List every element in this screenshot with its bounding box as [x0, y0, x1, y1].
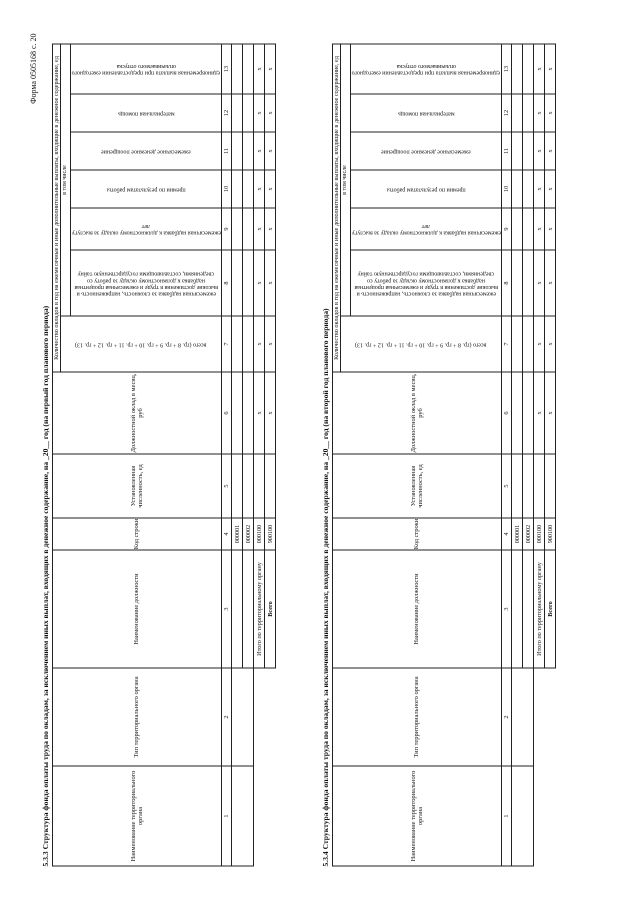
value-cell: x: [534, 132, 545, 170]
column-number: 11: [502, 132, 512, 170]
value-cell[interactable]: [243, 44, 254, 94]
headcount-cell[interactable]: [232, 454, 243, 518]
total-cell[interactable]: [243, 316, 254, 372]
value-cell[interactable]: [232, 44, 243, 94]
column-number: 2: [222, 668, 232, 766]
column-number: 12: [502, 94, 512, 132]
col-header-headcount: Установленная численность, ед: [333, 454, 502, 518]
value-cell: x: [545, 44, 556, 94]
value-cell[interactable]: [243, 94, 254, 132]
section-5-3-3: [39, 44, 276, 866]
value-cell: x: [254, 132, 265, 170]
section-title: 5.3.3 Структура фонда оплаты труда по окладам, за исключением иных выплат, входящих в денежное содержание, на _20__ год (на первый год планового периода): [41, 305, 50, 866]
total-cell: x: [265, 316, 276, 372]
blank-cell: [254, 668, 265, 766]
column-number: 13: [502, 44, 512, 94]
col-header-total: всего (гр. 8 + гр. 9 + гр. 10 + гр. 11 + гр. 12 + гр. 13): [341, 316, 502, 372]
col-header-position-name: Наименование должности: [53, 550, 222, 668]
value-cell: x: [265, 170, 276, 208]
salary-cell: x: [254, 372, 265, 454]
headcount-cell[interactable]: [512, 454, 523, 518]
value-cell[interactable]: [512, 132, 523, 170]
column-number: 9: [222, 208, 232, 250]
row-code-cell: 900100: [545, 518, 556, 550]
col-header-territorial-body-type: Тип территориального органа: [53, 668, 222, 766]
grand-total-row: [545, 44, 556, 866]
fot-table: [52, 43, 276, 866]
headcount-cell[interactable]: [545, 454, 556, 518]
col-header-including: в том числе: [341, 44, 351, 316]
value-cell[interactable]: [523, 170, 534, 208]
column-number: 13: [222, 44, 232, 94]
value-cell: x: [265, 94, 276, 132]
column-number: 1: [222, 766, 232, 866]
table-row: [512, 44, 523, 866]
value-cell: x: [545, 94, 556, 132]
blank-cell: [545, 668, 556, 766]
col-header-monthly-salary: Должностной оклад в месяц, руб: [333, 372, 502, 454]
col-header-territorial-body-type: Тип территориального органа: [333, 668, 502, 766]
value-cell[interactable]: [523, 44, 534, 94]
row-code-cell: 000100: [534, 518, 545, 550]
column-number: 8: [222, 250, 232, 316]
blank-cell: [545, 766, 556, 866]
value-cell: x: [545, 170, 556, 208]
column-number: 10: [222, 170, 232, 208]
column-number: 12: [222, 94, 232, 132]
col-header-vacation-payment: единовременная выплата при предоставлении ежегодного оплачиваемого отпуска: [71, 44, 222, 94]
position-name-cell[interactable]: [232, 550, 243, 668]
salary-cell[interactable]: [243, 372, 254, 454]
total-cell: x: [545, 316, 556, 372]
column-number: 5: [222, 454, 232, 518]
row-code-cell: 000100: [254, 518, 265, 550]
rotated-page: [25, 25, 615, 880]
col-header-bonus: премии по результатам работы: [351, 170, 502, 208]
value-cell[interactable]: [232, 94, 243, 132]
row-code-cell: 000001: [512, 518, 523, 550]
value-cell[interactable]: [243, 170, 254, 208]
grand-total-label: Всего: [265, 550, 276, 668]
col-header-territorial-body-name: Наименование территориального органа: [53, 766, 222, 866]
blank-cell: [265, 668, 276, 766]
value-cell: x: [534, 44, 545, 94]
col-header-material-aid: материальная помощь: [71, 94, 222, 132]
subtotal-row: [254, 44, 265, 866]
value-cell[interactable]: [232, 170, 243, 208]
total-cell: x: [534, 316, 545, 372]
value-cell[interactable]: [512, 250, 523, 316]
section-title: 5.3.4 Структура фонда оплаты труда по окладам, за исключением иных выплат, входящих в денежное содержание, на _20__ год (на второй год планового периода): [321, 307, 330, 866]
position-name-cell[interactable]: [243, 550, 254, 668]
total-cell[interactable]: [512, 316, 523, 372]
value-cell: x: [545, 208, 556, 250]
value-cell: x: [265, 132, 276, 170]
headcount-cell[interactable]: [265, 454, 276, 518]
col-header-complexity-allowance: ежемесячная надбавка за сложность, напряженность и высокие достижения в труде и ежемесячная процентная надбавка к должностному окладу за работу со сведениями, составляющими государственную тайну: [351, 250, 502, 316]
total-cell: x: [254, 316, 265, 372]
col-header-total: всего (гр. 8 + гр. 9 + гр. 10 + гр. 11 + гр. 12 + гр. 13): [61, 316, 222, 372]
salary-cell: x: [534, 372, 545, 454]
col-header-row-code: Код строки: [333, 518, 502, 550]
col-header-complexity-allowance: ежемесячная надбавка за сложность, напряженность и высокие достижения в труде и ежемесячная процентная надбавка к должностному окладу за работу со сведениями, составляющими государственную тайну: [71, 250, 222, 316]
position-name-cell[interactable]: [523, 550, 534, 668]
value-cell: x: [545, 250, 556, 316]
value-cell[interactable]: [523, 208, 534, 250]
territorial-body-type-cell[interactable]: [232, 668, 254, 766]
total-cell[interactable]: [232, 316, 243, 372]
value-cell: x: [254, 94, 265, 132]
salary-cell[interactable]: [512, 372, 523, 454]
position-name-cell[interactable]: [512, 550, 523, 668]
value-cell[interactable]: [512, 94, 523, 132]
territorial-body-name-cell[interactable]: [232, 766, 254, 866]
column-number: 3: [222, 550, 232, 668]
column-number: 3: [502, 550, 512, 668]
column-number: 11: [222, 132, 232, 170]
col-header-position-name: Наименование должности: [333, 550, 502, 668]
value-cell[interactable]: [232, 208, 243, 250]
fot-table: [332, 43, 556, 866]
col-header-salaries-group: Количество окладов в год на ежемесячные и иные дополнительные выплаты, входящие в денежное содержание, ед: [333, 44, 341, 372]
salary-cell[interactable]: [232, 372, 243, 454]
section-5-3-4: [319, 44, 556, 866]
value-cell[interactable]: [232, 250, 243, 316]
value-cell: x: [254, 250, 265, 316]
col-header-salaries-group: Количество окладов в год на ежемесячные и иные дополнительные выплаты, входящие в денежное содержание, ед: [53, 44, 61, 372]
value-cell[interactable]: [243, 208, 254, 250]
blank-cell: [534, 668, 545, 766]
value-cell[interactable]: [523, 94, 534, 132]
value-cell: x: [534, 208, 545, 250]
value-cell: x: [534, 250, 545, 316]
column-number: 2: [502, 668, 512, 766]
value-cell: x: [534, 94, 545, 132]
headcount-cell[interactable]: [254, 454, 265, 518]
value-cell: x: [265, 44, 276, 94]
column-number: 6: [222, 372, 232, 454]
value-cell: x: [254, 44, 265, 94]
headcount-cell[interactable]: [523, 454, 534, 518]
column-numbers-row: [222, 44, 232, 866]
col-header-seniority-allowance: ежемесячная надбавка к должностному окладу за выслугу лет: [351, 208, 502, 250]
value-cell[interactable]: [243, 250, 254, 316]
table-row: [232, 44, 243, 866]
headcount-cell[interactable]: [243, 454, 254, 518]
col-header-row-code: Код строки: [53, 518, 222, 550]
row-code-cell: 000002: [523, 518, 534, 550]
territorial-body-name-cell[interactable]: [512, 766, 534, 866]
blank-cell: [254, 766, 265, 866]
value-cell: x: [545, 132, 556, 170]
col-header-seniority-allowance: ежемесячная надбавка к должностному окладу за выслугу лет: [71, 208, 222, 250]
row-code-cell: 900100: [265, 518, 276, 550]
salary-cell[interactable]: [523, 372, 534, 454]
subtotal-label: Итого по территориальному органу: [254, 550, 265, 668]
col-header-bonus: премии по результатам работы: [71, 170, 222, 208]
value-cell[interactable]: [523, 250, 534, 316]
headcount-cell[interactable]: [534, 454, 545, 518]
column-number: 7: [222, 316, 232, 372]
column-number: 5: [502, 454, 512, 518]
total-cell[interactable]: [523, 316, 534, 372]
grand-total-label: Всего: [545, 550, 556, 668]
value-cell[interactable]: [523, 132, 534, 170]
column-numbers-row: [502, 44, 512, 866]
salary-cell: x: [545, 372, 556, 454]
column-number: 4: [222, 518, 232, 550]
blank-cell: [534, 766, 545, 866]
blank-cell: [265, 766, 276, 866]
territorial-body-type-cell[interactable]: [512, 668, 534, 766]
column-number: 4: [502, 518, 512, 550]
col-header-material-aid: материальная помощь: [351, 94, 502, 132]
value-cell[interactable]: [512, 44, 523, 94]
value-cell: x: [254, 170, 265, 208]
value-cell: x: [254, 208, 265, 250]
col-header-headcount: Установленная численность, ед: [53, 454, 222, 518]
col-header-monthly-incentive: ежемесячное денежное поощрение: [71, 132, 222, 170]
grand-total-row: [265, 44, 276, 866]
value-cell[interactable]: [512, 170, 523, 208]
form-number: Форма 0505168 с. 20: [29, 33, 38, 104]
col-header-vacation-payment: единовременная выплата при предоставлении ежегодного оплачиваемого отпуска: [351, 44, 502, 94]
column-number: 6: [502, 372, 512, 454]
salary-cell: x: [265, 372, 276, 454]
value-cell: x: [265, 250, 276, 316]
subtotal-label: Итого по территориальному органу: [534, 550, 545, 668]
value-cell: x: [265, 208, 276, 250]
row-code-cell: 000002: [243, 518, 254, 550]
subtotal-row: [534, 44, 545, 866]
column-number: 7: [502, 316, 512, 372]
column-number: 8: [502, 250, 512, 316]
value-cell[interactable]: [232, 132, 243, 170]
value-cell: x: [534, 170, 545, 208]
value-cell[interactable]: [243, 132, 254, 170]
column-number: 1: [502, 766, 512, 866]
col-header-monthly-incentive: ежемесячное денежное поощрение: [351, 132, 502, 170]
value-cell[interactable]: [512, 208, 523, 250]
row-code-cell: 000001: [232, 518, 243, 550]
col-header-territorial-body-name: Наименование территориального органа: [333, 766, 502, 866]
col-header-monthly-salary: Должностной оклад в месяц, руб: [53, 372, 222, 454]
col-header-including: в том числе: [61, 44, 71, 316]
column-number: 9: [502, 208, 512, 250]
column-number: 10: [502, 170, 512, 208]
